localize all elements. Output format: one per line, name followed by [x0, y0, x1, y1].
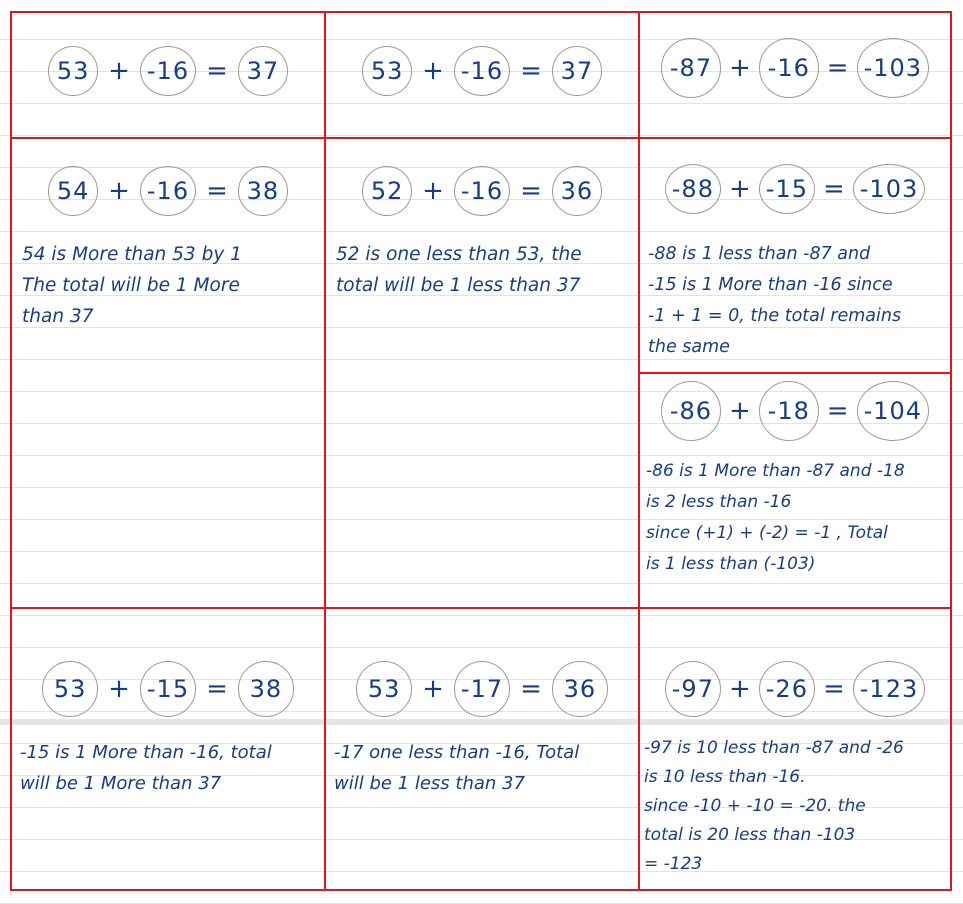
addend-a-bubble: -88 — [665, 164, 721, 214]
addend-a-bubble: -87 — [661, 38, 721, 98]
equals-sign: = — [206, 176, 228, 206]
sum-bubble: 37 — [552, 46, 602, 96]
plus-sign: + — [422, 56, 444, 86]
equals-sign: = — [520, 176, 542, 206]
addend-a-bubble: 53 — [48, 46, 98, 96]
addend-b-bubble: -26 — [759, 661, 815, 717]
equation — [640, 661, 950, 717]
addend-a-bubble: 53 — [42, 661, 98, 717]
cell-r1c1 — [10, 11, 326, 139]
sum-bubble: 38 — [238, 661, 294, 717]
addend-a-bubble: 54 — [48, 166, 98, 216]
equals-sign: = — [822, 174, 845, 204]
equation — [12, 166, 324, 216]
addend-b-bubble: -15 — [140, 661, 196, 717]
addend-a-bubble: -86 — [661, 381, 721, 441]
explanation-note: -97 is 10 less than -87 and -26 is 10 less than -16. since -10 + -10 = -20. the total is 20 less than -103 = -123 — [644, 738, 904, 874]
sum-bubble: 36 — [552, 661, 608, 717]
sum-bubble: -123 — [853, 661, 925, 717]
addend-b-bubble: -16 — [759, 38, 819, 98]
plus-sign: + — [422, 674, 444, 704]
plus-sign: + — [728, 174, 751, 204]
cell-r2c3-bottom — [638, 372, 952, 609]
cell-r3c3 — [638, 607, 952, 891]
equals-sign: = — [826, 396, 849, 426]
equals-sign: = — [206, 56, 228, 86]
plus-sign: + — [108, 176, 130, 206]
addend-a-bubble: 52 — [362, 166, 412, 216]
addend-a-bubble: -97 — [665, 661, 721, 717]
explanation-note: 52 is one less than 53, the total will be 1 less than 37 — [336, 244, 582, 296]
equals-sign: = — [206, 674, 228, 704]
equation — [640, 381, 950, 441]
explanation-note: -86 is 1 More than -87 and -18 is 2 less than -16 since (+1) + (-2) = -1 , Total is 1 less than (-103) — [646, 461, 905, 574]
equation — [640, 164, 950, 214]
equation — [640, 38, 950, 98]
cell-r3c1 — [10, 607, 326, 891]
addend-b-bubble: -16 — [454, 46, 510, 96]
sum-bubble: -103 — [857, 38, 929, 98]
plus-sign: + — [108, 56, 130, 86]
explanation-note: -17 one less than -16, Total will be 1 less than 37 — [334, 742, 580, 794]
equals-sign: = — [822, 674, 845, 704]
plus-sign: + — [108, 674, 130, 704]
cell-r2c3-top — [638, 137, 952, 374]
cell-r2c1 — [10, 137, 326, 609]
plus-sign: + — [728, 674, 751, 704]
equals-sign: = — [520, 674, 542, 704]
sum-bubble: 36 — [552, 166, 602, 216]
equals-sign: = — [826, 53, 849, 83]
cell-r2c2 — [324, 137, 640, 609]
cell-r1c3 — [638, 11, 952, 139]
equation — [326, 661, 638, 717]
addend-b-bubble: -17 — [454, 661, 510, 717]
addend-b-bubble: -16 — [140, 46, 196, 96]
equation — [326, 166, 638, 216]
addend-b-bubble: -16 — [454, 166, 510, 216]
explanation-note: -88 is 1 less than -87 and -15 is 1 More than -16 since -1 + 1 = 0, the total remains the same — [648, 244, 902, 357]
equals-sign: = — [520, 56, 542, 86]
addend-b-bubble: -16 — [140, 166, 196, 216]
sum-bubble: -103 — [853, 164, 925, 214]
equation — [12, 46, 324, 96]
explanation-note: -15 is 1 More than -16, total will be 1 More than 37 — [20, 742, 272, 794]
sum-bubble: 38 — [238, 166, 288, 216]
plus-sign: + — [728, 396, 751, 426]
addend-a-bubble: 53 — [362, 46, 412, 96]
equation — [12, 661, 324, 717]
plus-sign: + — [422, 176, 444, 206]
sum-bubble: 37 — [238, 46, 288, 96]
explanation-note: 54 is More than 53 by 1 The total will be 1 More than 37 — [22, 244, 242, 327]
addend-b-bubble: -18 — [759, 381, 819, 441]
cell-r3c2 — [324, 607, 640, 891]
plus-sign: + — [728, 53, 751, 83]
cell-r1c2 — [324, 11, 640, 139]
addend-b-bubble: -15 — [759, 164, 815, 214]
equation — [326, 46, 638, 96]
addend-a-bubble: 53 — [356, 661, 412, 717]
sum-bubble: -104 — [857, 381, 929, 441]
